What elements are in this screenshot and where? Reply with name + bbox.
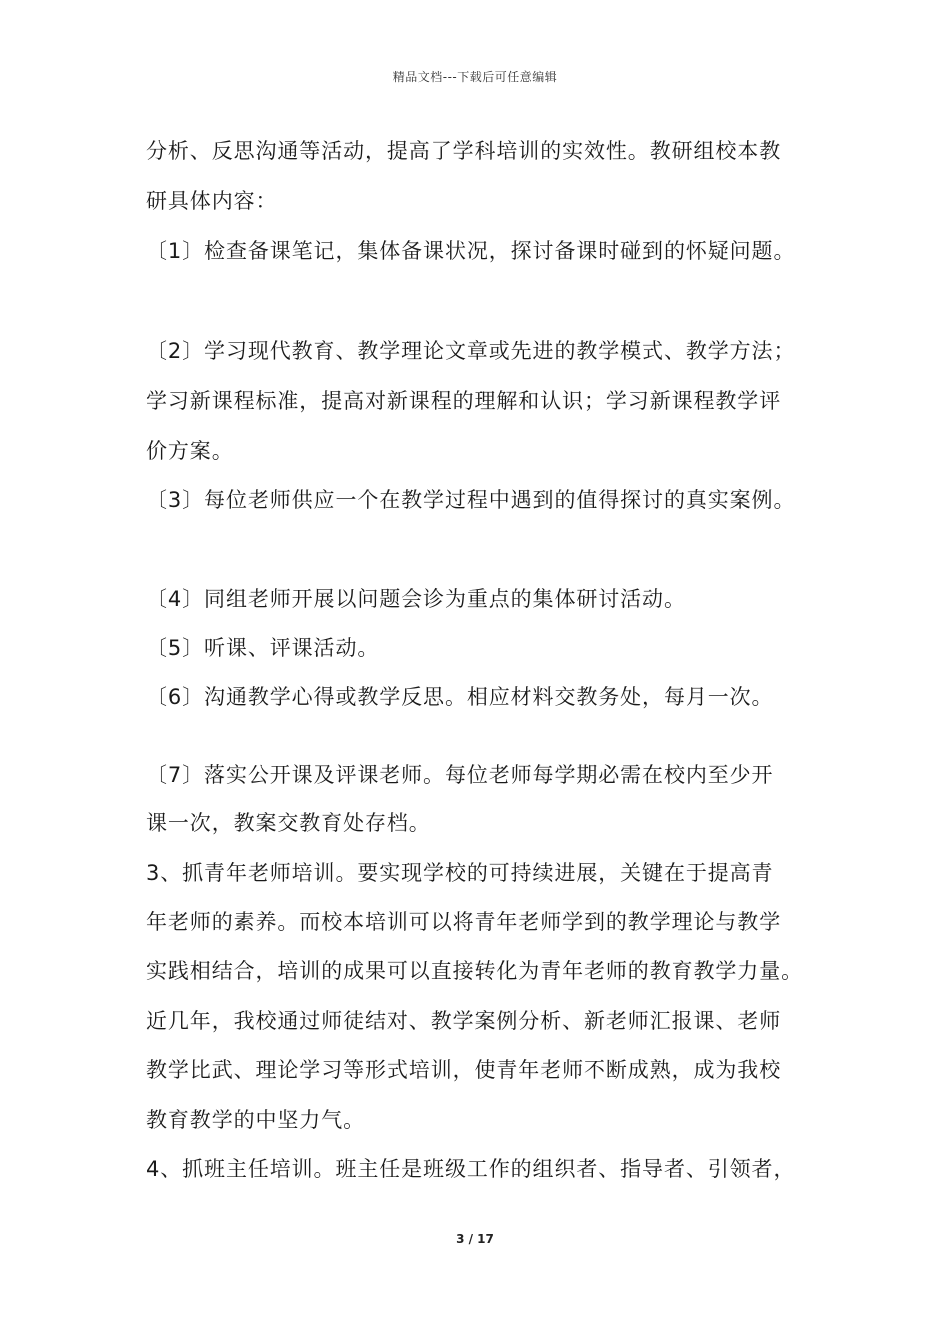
paragraph-line: 〔7〕落实公开课及评课老师。每位老师每学期必需在校内至少开 xyxy=(146,763,774,787)
paragraph-line: 3、抓青年老师培训。要实现学校的可持续进展，关键在于提高青 xyxy=(146,861,774,885)
paragraph-line: 4、抓班主任培训。班主任是班级工作的组织者、指导者、引领者， xyxy=(146,1157,796,1181)
paragraph-line: 近几年，我校通过师徒结对、教学案例分析、新老师汇报课、老师 xyxy=(146,1009,782,1033)
page-header: 精品文档---下载后可任意编辑 xyxy=(392,70,558,84)
paragraph-line: 分析、反思沟通等活动，提高了学科培训的实效性。教研组校本教 xyxy=(146,139,782,163)
paragraph-line: 实践相结合，培训的成果可以直接转化为青年老师的教育教学力量。 xyxy=(146,959,803,983)
paragraph-line: 〔1〕检查备课笔记，集体备课状况，探讨备课时碰到的怀疑问题。 xyxy=(146,239,796,263)
paragraph-line: 〔2〕学习现代教育、教学理论文章或先进的教学模式、教学方法； xyxy=(146,339,796,363)
paragraph-line: 〔6〕沟通教学心得或教学反思。相应材料交教务处，每月一次。 xyxy=(146,685,774,709)
paragraph-line: 价方案。 xyxy=(146,439,234,463)
paragraph-line: 研具体内容： xyxy=(146,189,278,213)
paragraph-line: 年老师的素养。而校本培训可以将青年老师学到的教学理论与教学 xyxy=(146,910,782,934)
paragraph-line: 〔4〕同组老师开展以问题会诊为重点的集体研讨活动。 xyxy=(146,587,686,611)
paragraph-line: 教学比武、理论学习等形式培训，使青年老师不断成熟，成为我校 xyxy=(146,1058,782,1082)
paragraph-line: 〔5〕听课、评课活动。 xyxy=(146,636,380,660)
paragraph-line: 教育教学的中坚力气。 xyxy=(146,1108,365,1132)
page-number: 3 / 17 xyxy=(456,1232,494,1246)
paragraph-line: 课一次，教案交教育处存档。 xyxy=(146,811,431,835)
paragraph-line: 〔3〕每位老师供应一个在教学过程中遇到的值得探讨的真实案例。 xyxy=(146,488,796,512)
paragraph-line: 学习新课程标准，提高对新课程的理解和认识；学习新课程教学评 xyxy=(146,389,782,413)
